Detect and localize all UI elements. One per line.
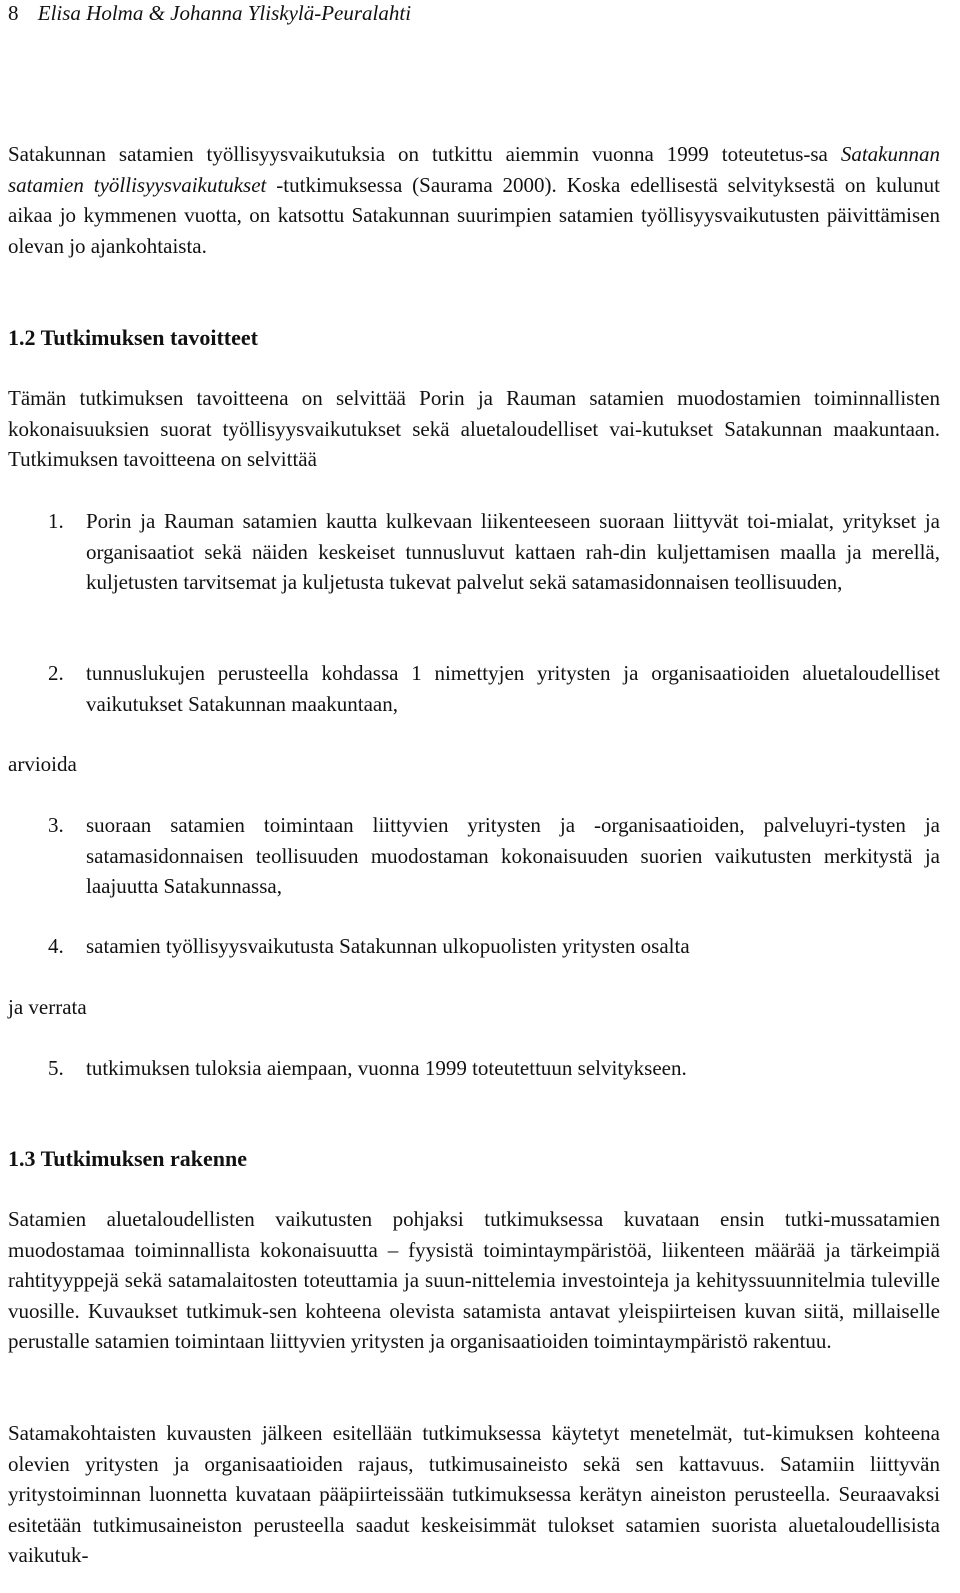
objectives-paragraph: Tämän tutkimuksen tavoitteena on selvittää Porin ja Rauman satamien muodostamien toiminnallisten kokonaisuuksien suorat työllisyysvaikutukset sekä aluetaloudelliset vai-kutukset Satakunnan maakuntaan. Tutkimuksen tavoitteena on selvittää: [8, 386, 940, 472]
intro-text-end: -tutkimuksessa (Saurama 2000). Koska edellisestä selvityksestä on kulunut aikaa jo kymmenen vuotta, on katsottu Satakunnan suurimpien satamien työllisyysvaikutusten päivittämisen olevan jo ajankohtaista.: [8, 172, 940, 258]
section-heading-1-2: 1.2 Tutkimuksen tavoitteet: [8, 325, 258, 350]
section-heading-1-3: 1.3 Tutkimuksen rakenne: [8, 1146, 248, 1171]
list-item-3: [48, 810, 940, 902]
list-number: 3.: [48, 813, 64, 837]
cited-study-title: Satakunnan satamien työllisyysvaikutukset: [8, 142, 940, 197]
page-number: 8: [8, 1, 19, 25]
intro-text-start: Satakunnan satamien työllisyysvaikutuksia on tutkittu aiemmin vuonna 1999 toteutetus-sa: [8, 142, 841, 166]
list-item-text: Porin ja Rauman satamien kautta kulkevaan liikenteeseen suoraan liittyvät toi-mialat, yritykset ja organisaatiot sekä näiden keskeiset tunnusluvut kattaen rah-din kuljettamisen maalla ja merellä, kuljetusten tarvitsemat ja kuljetusta tukevat palvelut sekä satamasidonnaisen teollisuuden,: [86, 509, 940, 595]
list-number: 2.: [48, 661, 64, 685]
structure-paragraph-2: Satamakohtaisten kuvausten jälkeen esitellään tutkimuksessa käytetyt menetelmät, tut-kimuksen kohteena olevien yritysten ja organisaatioiden rajaus, tutkimusaineisto sekä sen kattavuus. Satamiin liittyvän yritystoiminnan luonnetta kuvataan pääpiirteissään tutkimuksessa kerätyn aineiston perusteella. Seuraavaksi esitetään tutkimusaineiston perusteella saadut keskeisimmät tulokset satamien suorista aluetaloudellisista vaikutuk-: [8, 1421, 940, 1568]
list-item-text: satamien työllisyysvaikutusta Satakunnan ulkopuolisten yritysten osalta: [86, 934, 690, 958]
list-item-text: tutkimuksen tuloksia aiempaan, vuonna 1999 toteutettuun selvitykseen.: [86, 1056, 687, 1080]
list-number: 1.: [48, 509, 64, 533]
connector-arvioida: arvioida: [8, 752, 77, 776]
running-header: [8, 0, 411, 26]
list-item-text: suoraan satamien toimintaan liittyvien yritysten ja -organisaatioiden, palveluyri-tysten ja satamasidonnaisen teollisuuden muodostaman kokonaisuuden suorien vaikutusten merkitystä ja laajuutta Satakunnassa,: [86, 813, 940, 899]
structure-paragraph-1: Satamien aluetaloudellisten vaikutusten pohjaksi tutkimuksessa kuvataan ensin tutki-mussatamien muodostamaa toiminnallista kokonaisuutta – fyysistä toimintaympäristöä, liikenteen määrää ja tärkeimpiä rahtityyppejä sekä satamalaitosten toteuttamia ja suun-nittelemia investointeja ja kehityssuunnitelmia tuleville vuosille. Kuvaukset tutkimuk-sen kohteena olevista satamista antavat yleispiirteisen kuvan siitä, millaiselle perustalle satamien toimintaan liittyvien yritysten ja organisaatioiden toimintaympäristö rakentuu.: [8, 1207, 940, 1354]
intro-paragraph: [8, 139, 940, 261]
running-header-authors: Elisa Holma & Johanna Yliskylä-Peuralahti: [37, 1, 412, 25]
list-item-text: tunnuslukujen perusteella kohdassa 1 nimettyjen yritysten ja organisaatioiden aluetaloudelliset vaikutukset Satakunnan maakuntaan,: [86, 661, 940, 716]
list-item-2: [48, 658, 940, 719]
list-number: 4.: [48, 934, 64, 958]
connector-ja-verrata: ja verrata: [8, 995, 87, 1019]
list-item-1: [48, 506, 940, 598]
list-item-4: [48, 931, 940, 962]
list-number: 5.: [48, 1056, 64, 1080]
list-item-5: [48, 1053, 940, 1084]
